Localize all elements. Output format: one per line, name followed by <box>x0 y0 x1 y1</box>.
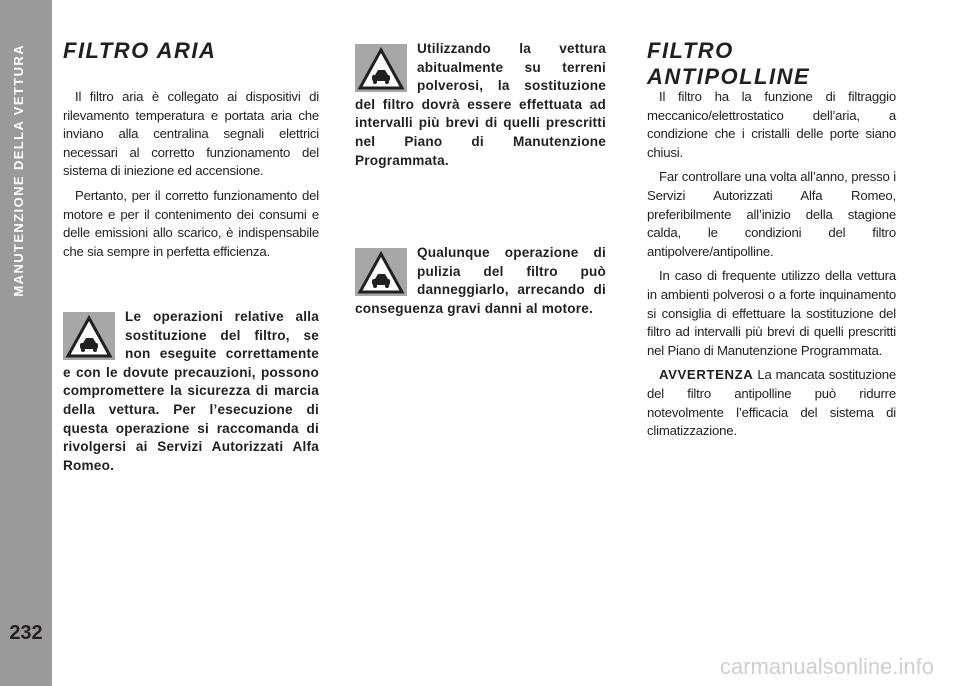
paragraph-avvertenza <box>647 366 896 440</box>
warning-triangle-icon <box>355 44 407 92</box>
warning-triangle-icon <box>63 312 115 360</box>
warning-text: Utilizzando la vettura abitualmente su terreni polverosi, la sostituzione del filtro dovrà essere effettuata ad intervalli più brevi di quelli prescritti nel Piano di Manutenzione Programmata. <box>355 41 606 168</box>
warning-box <box>355 244 606 318</box>
warning-box <box>63 308 319 475</box>
paragraph: In caso di frequente utilizzo della vettura in ambienti polverosi o a forte inquinamento si consiglia di effettuare la sostituzione del filtro ad intervalli più brevi di quelli prescritti nel Piano di Manutenzione Programmata. <box>647 268 896 358</box>
section-heading-filtro-antipolline: FILTRO ANTIPOLLINE <box>647 38 811 89</box>
body-text-filtro-aria <box>63 88 319 267</box>
avvertenza-label: AVVERTENZA <box>659 367 754 383</box>
section-title: MANUTENZIONE DELLA VETTURA <box>11 44 26 297</box>
warning-box <box>355 40 606 170</box>
avvertenza-text: La mancata sostituzione del filtro antipolline può ridurre notevolmente l’efficacia del sistema di climatizzazione. <box>647 367 896 439</box>
warning-triangle-icon <box>355 248 407 296</box>
body-text-filtro-antipolline <box>647 88 896 447</box>
section-heading-filtro-aria: FILTRO ARIA <box>63 38 217 63</box>
paragraph: Pertanto, per il corretto funzionamento del motore e per il contenimento dei consumi e delle emissioni allo scarico, è indispensabile che sia sempre in perfetta efficienza. <box>63 187 319 259</box>
paragraph: Il filtro ha la funzione di filtraggio meccanico/elettrostatico dell’aria, a condizione che i cristalli delle porte siano chiusi. <box>647 89 896 160</box>
watermark: carmanualsonline.info <box>719 654 934 679</box>
warning-text: Le operazioni relative alla sostituzione del filtro, se non eseguite correttamente e con le dovute precauzioni, possono compromettere la sicurezza di marcia della vettura. Per l’esecuzione di questa operazione si raccomanda di rivolgersi ai Servizi Autorizzati Alfa Romeo. <box>63 309 319 473</box>
sidebar <box>0 0 52 686</box>
paragraph: Il filtro aria è collegato ai dispositivi di rilevamento temperatura e portata aria che inviano alla centralina segnali elettrici necessari al corretto funzionamento del sistema di iniezione ed accensione. <box>63 89 319 179</box>
warning-text: Qualunque operazione di pulizia del filtro può danneggiarlo, arrecando di conseguenza gravi danni al motore. <box>355 245 606 316</box>
page-number: 232 <box>9 622 43 644</box>
paragraph: Far controllare una volta all’anno, presso i Servizi Autorizzati Alfa Romeo, preferibilmente all’inizio della stagione calda, le condizioni del filtro antipolvere/antipolline. <box>647 169 896 259</box>
